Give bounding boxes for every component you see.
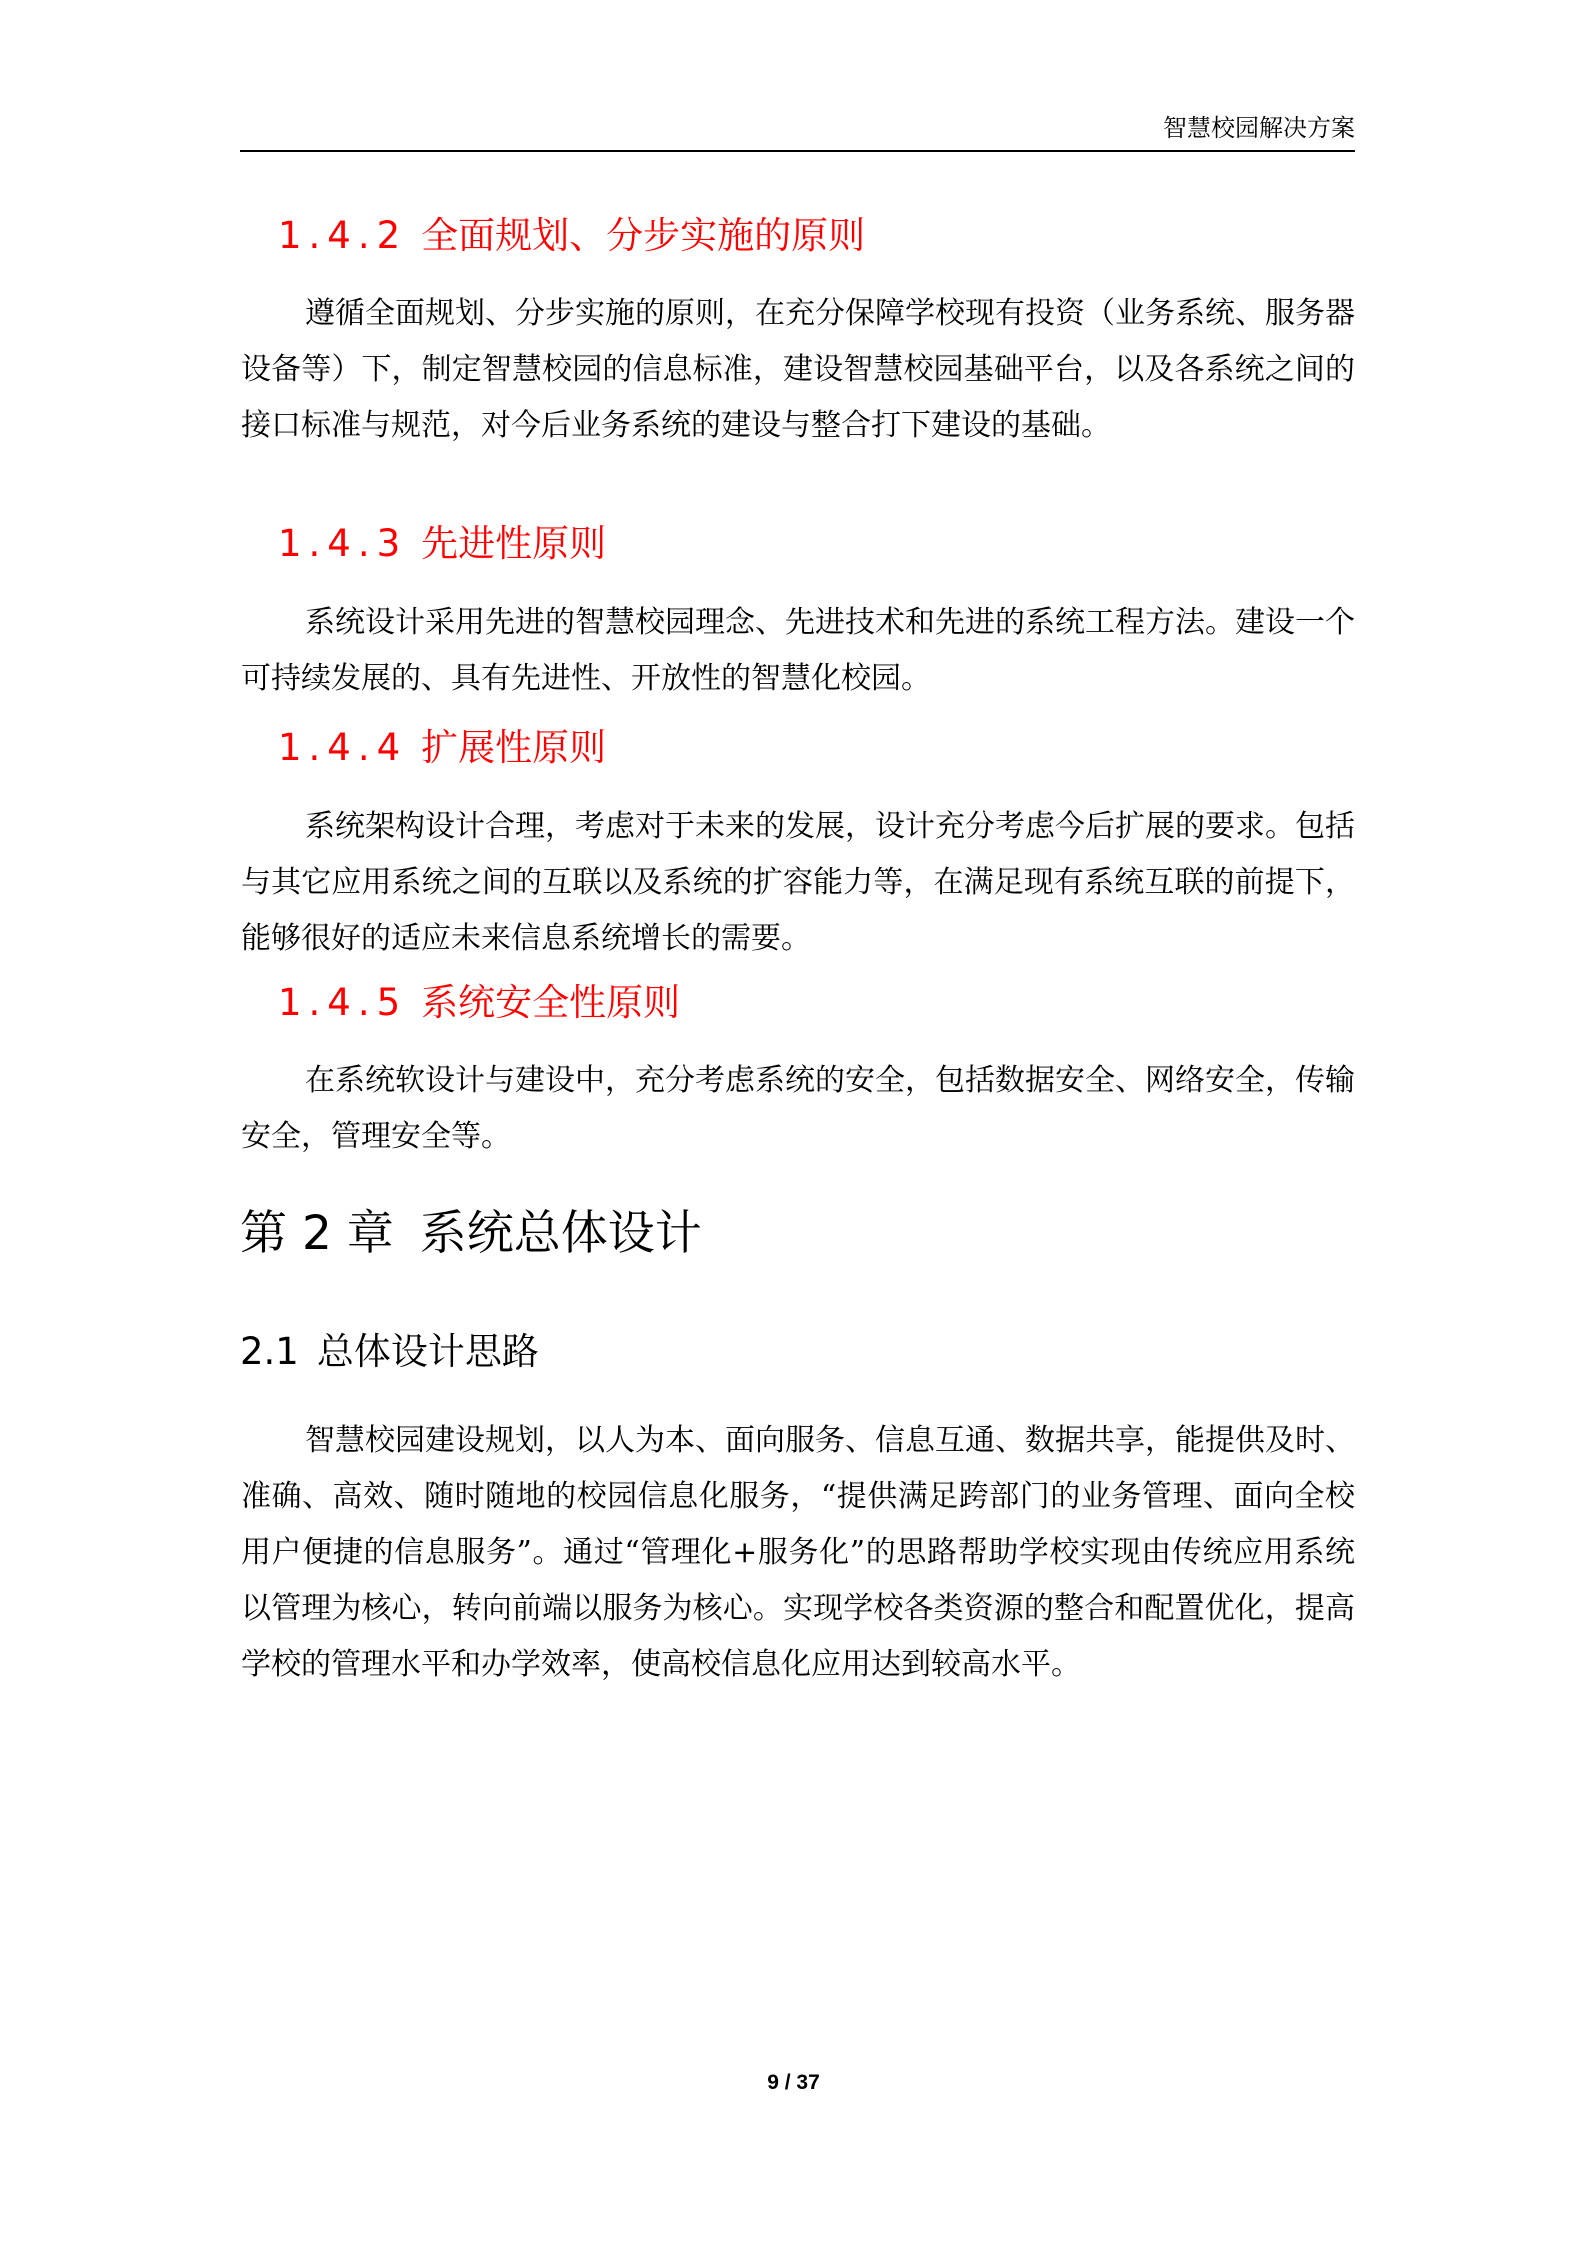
chapter-label: 第 2 章 [240,1206,394,1261]
subsection-number: 2.1 [240,1330,299,1373]
section-paragraph-1-4-2: 遵循全面规划、分步实施的原则，在充分保障学校现有投资（业务系统、服务器设备等）下，制定智慧校园的信息标准，建设智慧校园基础平台，以及各系统之间的接口标准与规范，对今后业务系统的建设与整合打下建设的基础。 [241,296,1355,443]
section-title: 全面规划、分步实施的原则 [421,214,866,257]
document-title: 智慧校园解决方案 [1163,114,1355,142]
section-heading-1-4-2 [278,212,865,260]
chapter-heading [240,1204,702,1264]
section-paragraph-1-4-4: 系统架构设计合理，考虑对于未来的发展，设计充分考虑今后扩展的要求。包括与其它应用系统之间的互联以及系统的扩容能力等，在满足现有系统互联的前提下，能够很好的适应未来信息系统增长的需要。 [241,809,1355,956]
subsection-heading-2-1 [240,1328,539,1376]
section-title: 系统安全性原则 [421,981,681,1024]
section-number: 1.4.2 [278,214,408,257]
section-heading-1-4-4 [278,724,606,772]
section-number: 1.4.4 [278,726,408,769]
page-number: 9 / 37 [767,2071,820,2094]
chapter-title: 系统总体设计 [419,1206,702,1261]
section-paragraph-1-4-3: 系统设计采用先进的智慧校园理念、先进技术和先进的系统工程方法。建设一个可持续发展的、具有先进性、开放性的智慧化校园。 [241,605,1355,696]
section-heading-1-4-5 [278,979,680,1027]
running-header [240,108,1355,152]
section-title: 扩展性原则 [421,726,607,769]
section-paragraph-1-4-5: 在系统软设计与建设中，充分考虑系统的安全，包括数据安全、网络安全，传输安全，管理安全等。 [241,1063,1355,1154]
section-title: 先进性原则 [421,522,607,565]
subsection-title: 总体设计思路 [316,1330,539,1373]
section-number: 1.4.5 [278,981,408,1024]
section-heading-1-4-3 [278,520,606,568]
subsection-paragraph-2-1: 智慧校园建设规划，以人为本、面向服务、信息互通、数据共享，能提供及时、准确、高效、随时随地的校园信息化服务，“提供满足跨部门的业务管理、面向全校用户便捷的信息服务”。通过“管理化+服务化”的思路帮助学校实现由传统应用系统以管理为核心，转向前端以服务为核心。实现学校各类资源的整合和配置优化，提高学校的管理水平和办学效率，使高校信息化应用达到较高水平。 [241,1423,1355,1682]
section-number: 1.4.3 [278,522,408,565]
